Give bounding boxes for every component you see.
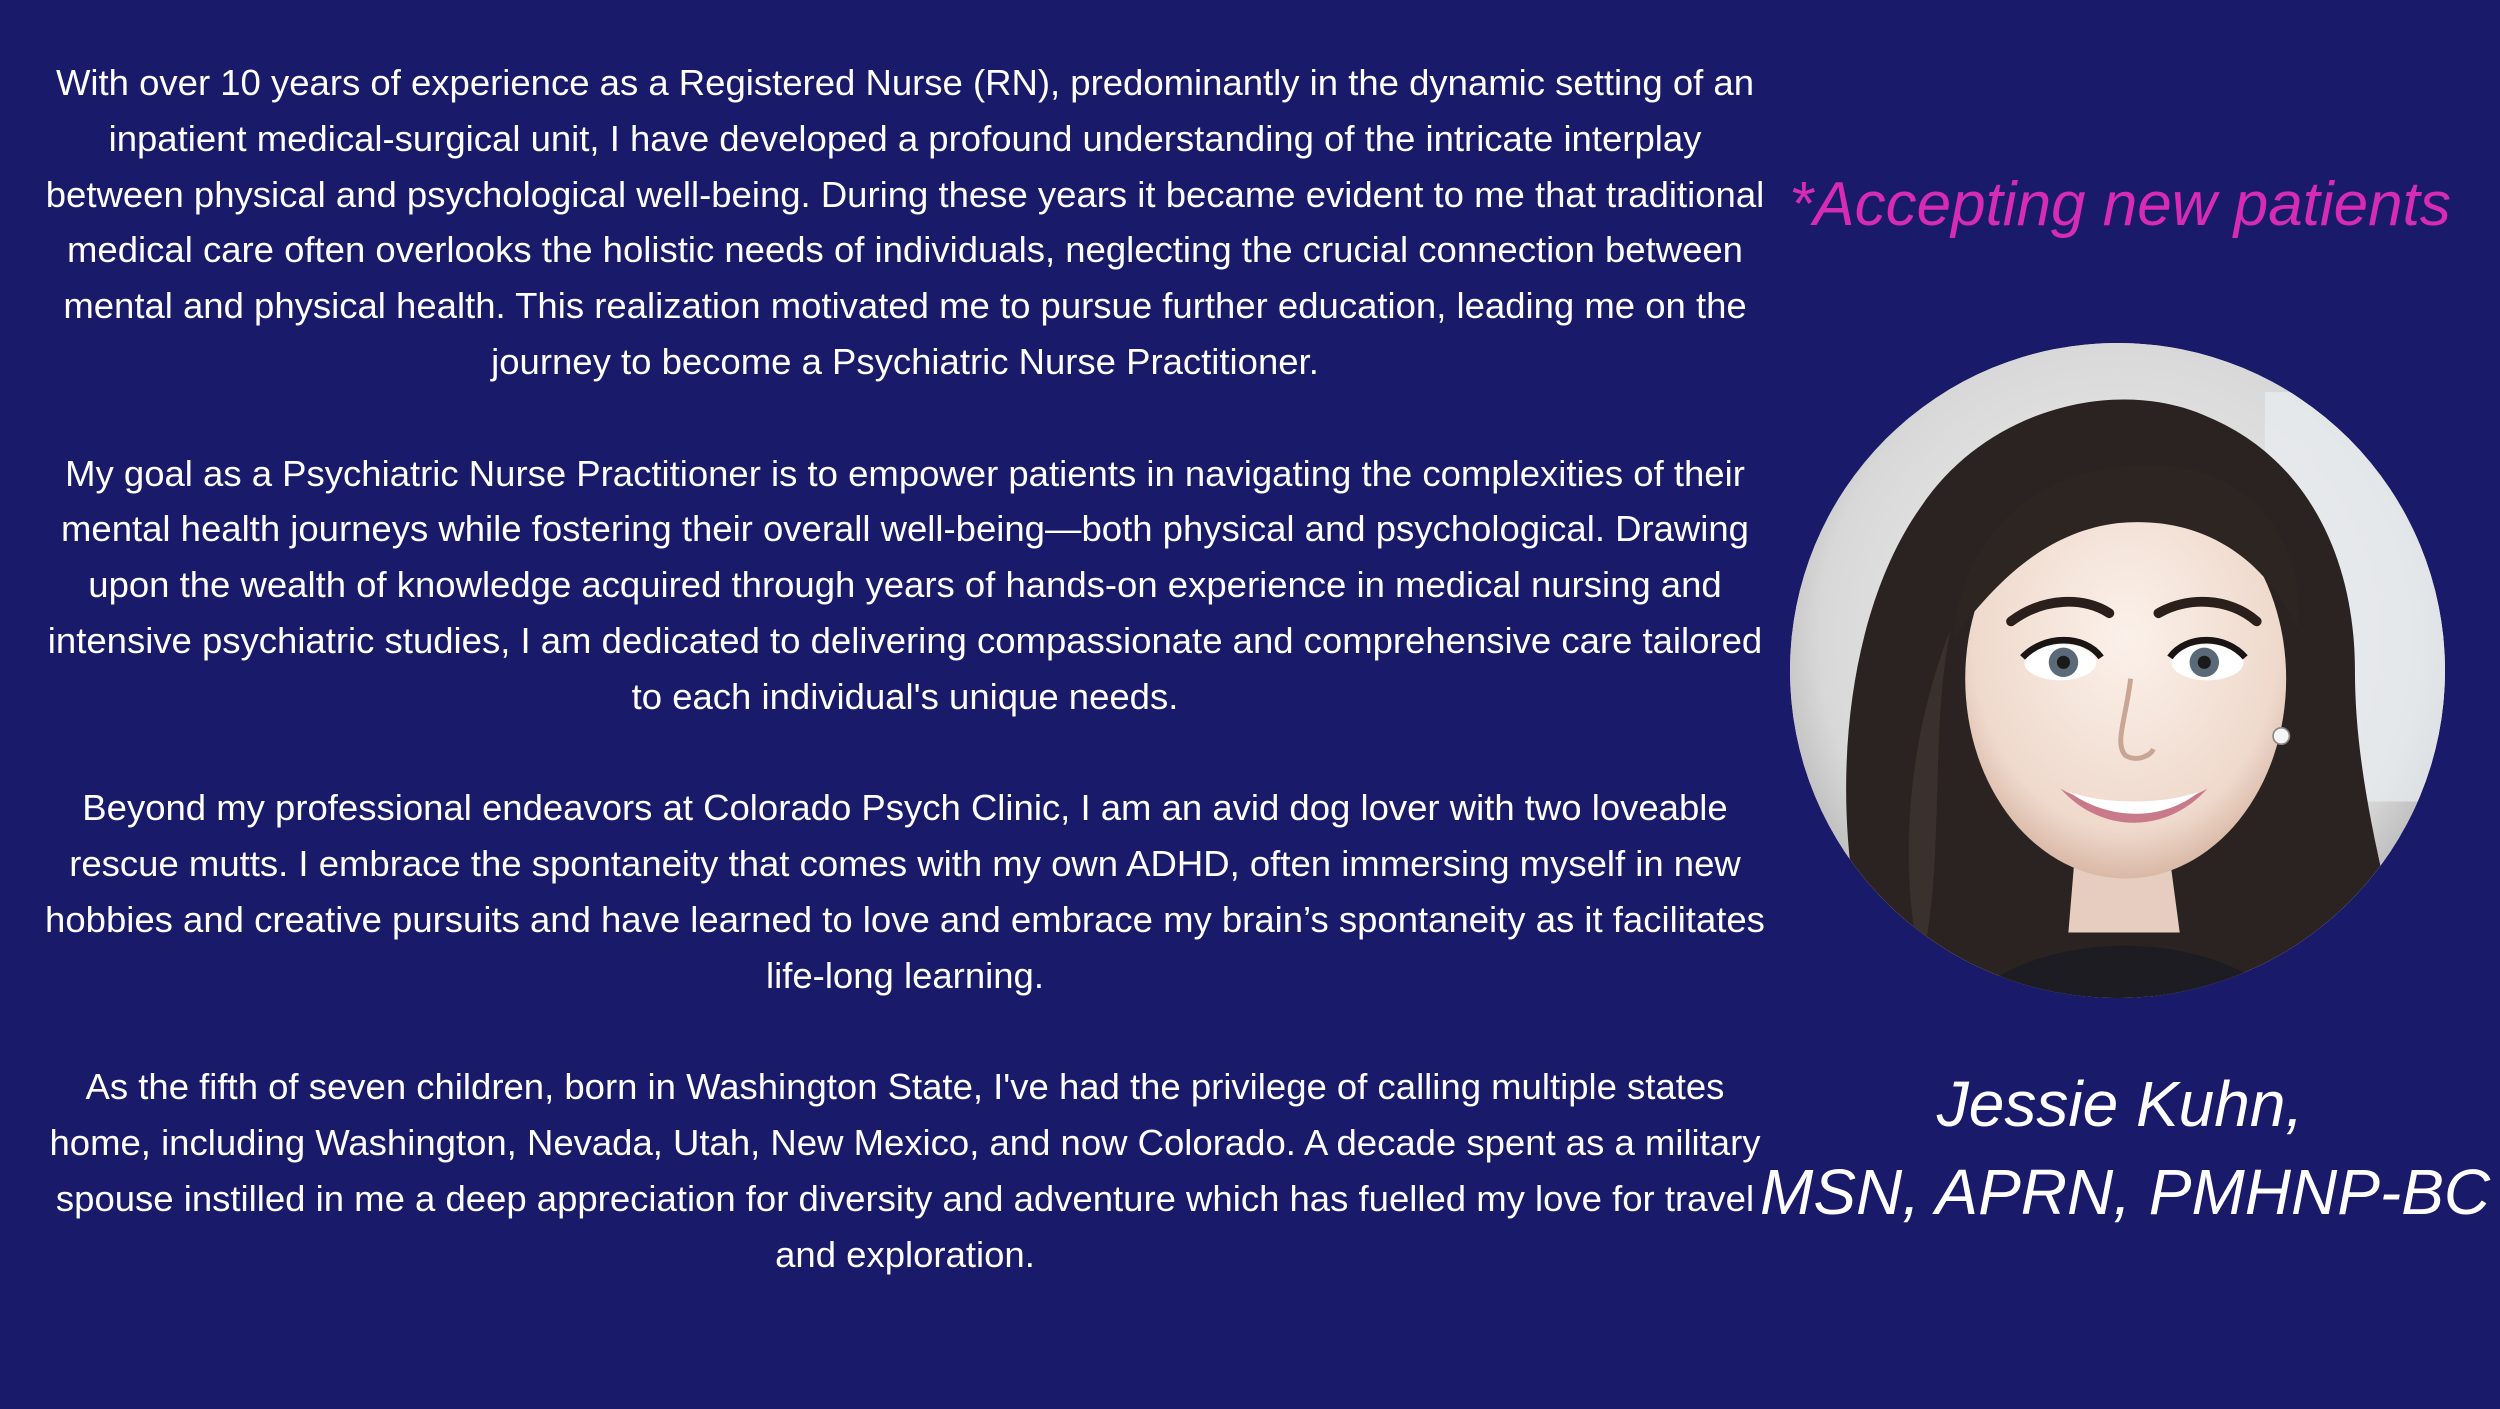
provider-name: Jessie Kuhn, xyxy=(1936,1068,2304,1140)
provider-credentials: MSN, APRN, PMHNP-BC xyxy=(1760,1156,2491,1228)
bio-paragraph-goal: My goal as a Psychiatric Nurse Practitioner is to empower patients in navigating the complexities of their mental health journeys while fostering their overall well-being—both physical and psychological. Drawing upon the wealth of knowledge acquired through years of hands-on experience in medical nursing and intensive psychiatric studies, I am dedicated to delivering compassionate and comprehensive care tailored to each individual's unique needs. xyxy=(47,452,1763,717)
accepting-new-patients-label: *Accepting new patients xyxy=(1789,170,2451,239)
provider-name-block xyxy=(1760,1060,2491,1236)
bio-paragraph-experience: With over 10 years of experience as a Registered Nurse (RN), predominantly in the dynamic setting of an inpatient medical-surgical unit, I have developed a profound understanding of the intricate interplay between physical and psychological well-being. During these years it became evident to me that traditional medical care often overlooks the holistic needs of individuals, neglecting the crucial connection between mental and physical health. This realization motivated me to pursue further education, leading me on the journey to become a Psychiatric Nurse Practitioner. xyxy=(45,62,1765,382)
bio-section xyxy=(40,55,1770,1283)
portrait-illustration xyxy=(1790,343,2445,998)
provider-portrait-photo xyxy=(1790,343,2445,998)
bio-paragraph-personal: Beyond my professional endeavors at Colorado Psych Clinic, I am an avid dog lover with two loveable rescue mutts. I embrace the spontaneity that comes with my own ADHD, often immersing myself in new hobbies and creative pursuits and have learned to love and embrace my brain’s spontaneity as it facilitates life-long learning. xyxy=(45,787,1765,996)
bio-paragraph-background: As the fifth of seven children, born in Washington State, I've had the privilege of calling multiple states home, including Washington, Nevada, Utah, New Mexico, and now Colorado. A decade spent as a military spouse instilled in me a deep appreciation for diversity and adventure which has fuelled my love for travel and exploration. xyxy=(49,1066,1761,1275)
